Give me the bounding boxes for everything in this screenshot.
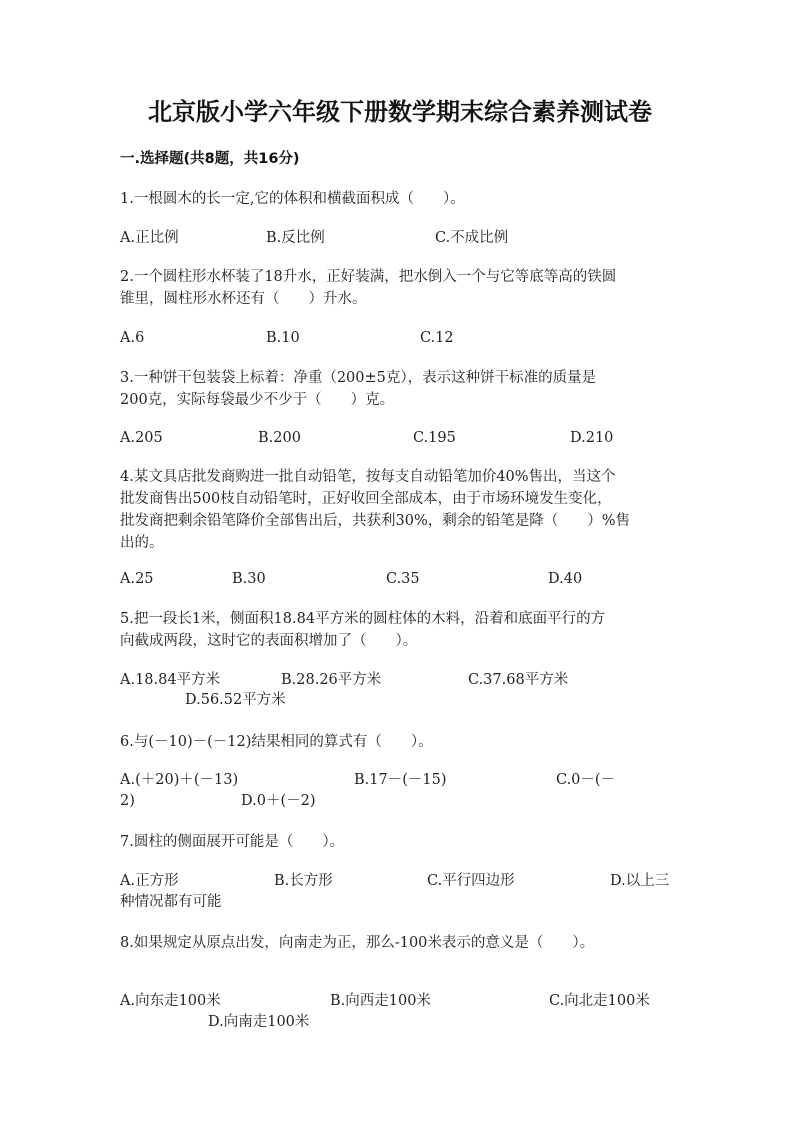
section-title: 一.选择题(共8题，共16分): [120, 151, 300, 167]
option-b: B.17－(－15): [354, 772, 447, 788]
question-text: 7.圆柱的侧面展开可能是（ ）。: [120, 834, 345, 850]
option-d: D.56.52平方米: [185, 692, 286, 708]
option-c-continued: 2): [120, 793, 135, 809]
option-a: A.205: [120, 430, 163, 446]
question-1: [120, 188, 680, 210]
question-text: 5.把一段长1米，侧面积18.84平方米的圆柱体的木料，沿着和底面平行的方: [120, 611, 606, 627]
question-text: 批发商售出500枝自动铅笔时，正好收回全部成本，由于市场环境发生变化，: [120, 491, 612, 507]
option-d-continued: 种情况都有可能: [120, 894, 222, 910]
option-c: C.平行四边形: [427, 873, 515, 889]
question-text: 6.与(－10)－(－12)结果相同的算式有（ ）。: [120, 734, 433, 750]
option-c: C.0－(－: [556, 772, 616, 788]
option-d: D.210: [570, 430, 614, 446]
option-a: A.18.84平方米: [120, 672, 221, 688]
option-b: B.向西走100米: [330, 993, 431, 1009]
question-text: 锥里，圆柱形水杯还有（ ）升水。: [120, 291, 367, 307]
option-d: D.向南走100米: [208, 1014, 310, 1030]
question-text: 3.一种饼干包装袋上标着：净重（200±5克），表示这种饼干标准的质量是: [120, 370, 597, 386]
question-text: 1.一根圆木的长一定,它的体积和横截面积成（ ）。: [120, 191, 465, 207]
question-5: [120, 608, 680, 652]
option-b: B.30: [232, 571, 266, 587]
option-a: A.(＋20)＋(－13): [120, 772, 239, 788]
option-a: A.正比例: [120, 230, 179, 246]
option-b: B.反比例: [266, 230, 325, 246]
option-c: C.12: [420, 330, 454, 346]
option-c: C.195: [413, 430, 456, 446]
question-text: 200克，实际每袋最少不少于（ ）克。: [120, 392, 395, 408]
question-3: [120, 367, 680, 411]
option-b: B.长方形: [274, 873, 333, 889]
option-b: B.10: [266, 330, 300, 346]
option-c: C.37.68平方米: [468, 672, 569, 688]
option-b: B.200: [258, 430, 301, 446]
question-text: 批发商把剩余铅笔降价全部售出后，共获利30%，剩余的铅笔是降（ ）%售: [120, 513, 631, 529]
question-4: [120, 466, 680, 554]
question-text: 2.一个圆柱形水杯装了18升水，正好装满，把水倒入一个与它等底等高的铁圆: [120, 269, 617, 285]
option-a: A.向东走100米: [120, 993, 221, 1009]
option-d: D.40: [548, 571, 583, 587]
option-d: D.以上三: [610, 873, 670, 889]
question-2: [120, 266, 680, 310]
question-text: 4.某文具店批发商购进一批自动铅笔，按每支自动铅笔加价40%售出，当这个: [120, 469, 616, 485]
option-d: D.0＋(－2): [241, 793, 316, 809]
option-c: C.35: [386, 571, 420, 587]
question-6: [120, 731, 680, 753]
question-text: 向截成两段，这时它的表面积增加了（ ）。: [120, 633, 418, 649]
option-c: C.向北走100米: [549, 993, 650, 1009]
question-text: 出的。: [120, 535, 164, 551]
option-a: A.25: [120, 571, 154, 587]
question-text: 8.如果规定从原点出发，向南走为正，那么-100米表示的意义是（ ）。: [120, 935, 595, 951]
question-8: [120, 932, 680, 954]
option-b: B.28.26平方米: [281, 672, 382, 688]
option-a: A.6: [120, 330, 145, 346]
question-7: [120, 831, 680, 853]
option-c: C.不成比例: [435, 230, 509, 246]
page-title: 北京版小学六年级下册数学期末综合素养测试卷: [148, 98, 652, 126]
option-a: A.正方形: [120, 873, 179, 889]
